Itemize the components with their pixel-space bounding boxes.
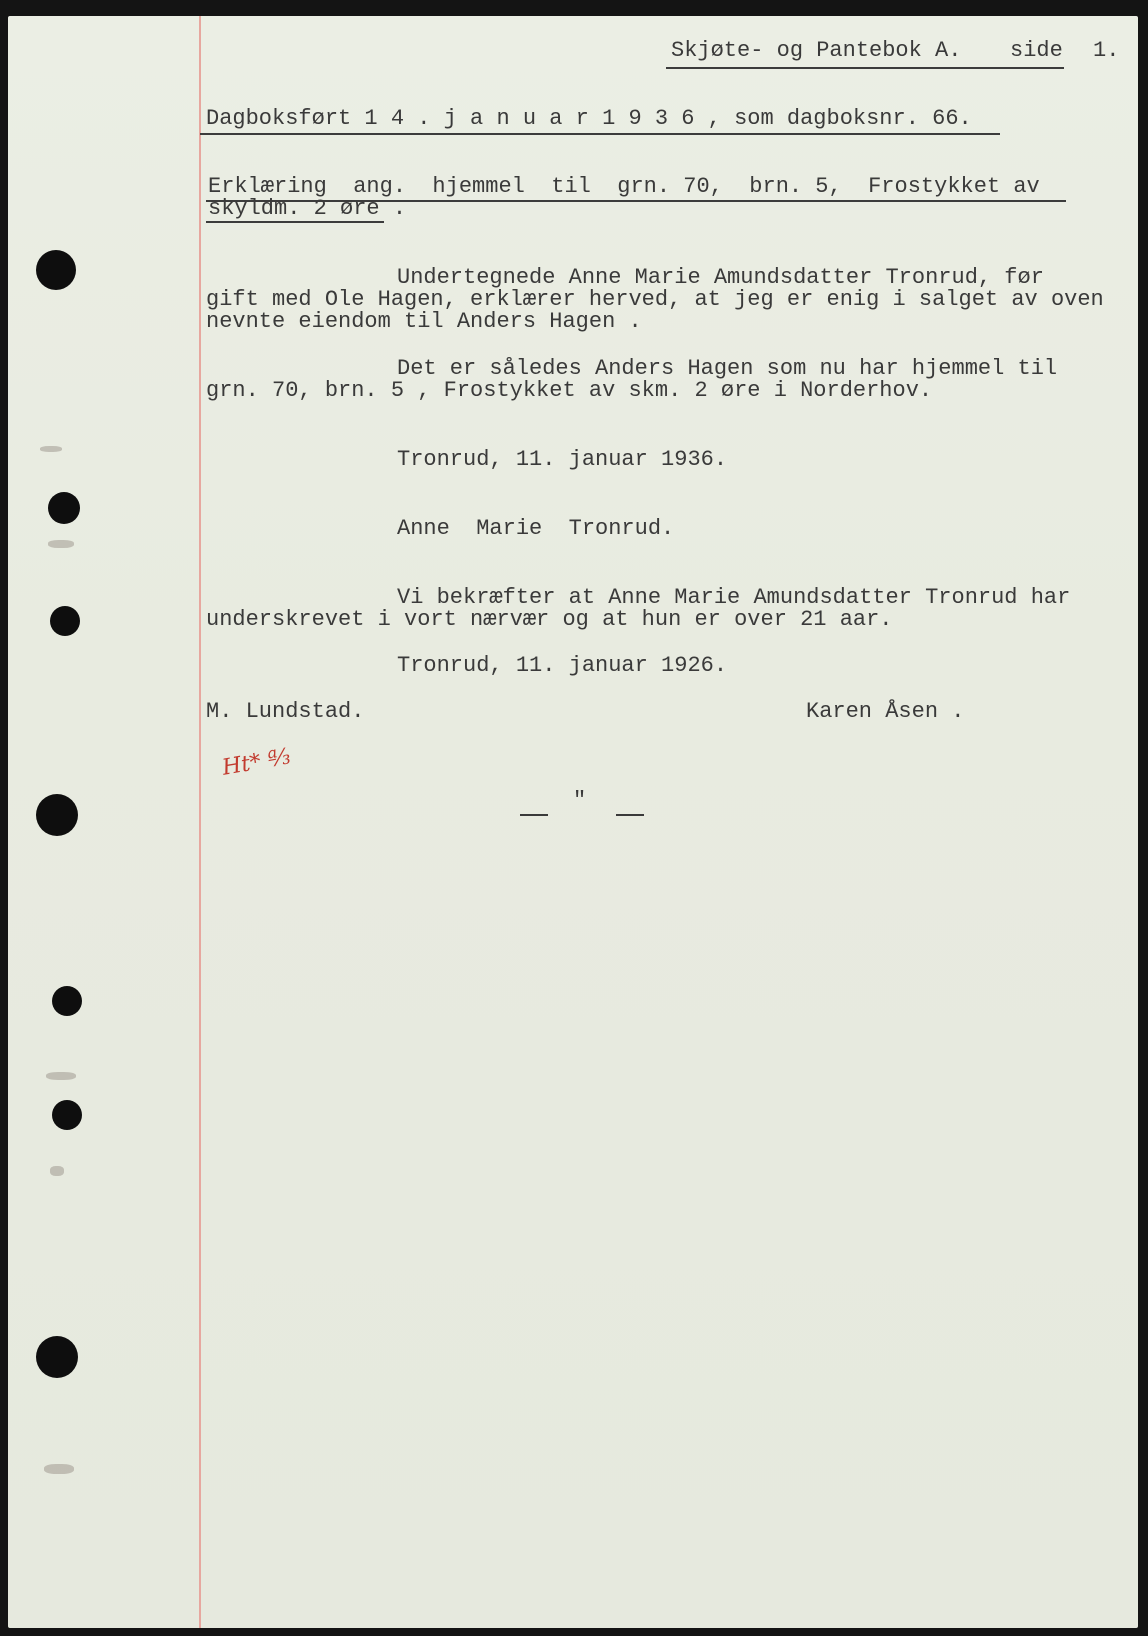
registration-line: Dagboksført 1 4 . j a n u a r 1 9 3 6 , som dagboksnr. 66. — [206, 106, 972, 131]
paragraph-line: nevnte eiendom til Anders Hagen . — [206, 309, 642, 334]
paragraph-line: underskrevet i vort nærvær og at hun er over 21 aar. — [206, 607, 893, 632]
subject-line-1: Erklæring ang. hjemmel til grn. 70, brn. 5, Frostykket av — [208, 174, 1040, 199]
paper-smudge — [40, 446, 62, 452]
binder-hole — [48, 492, 80, 524]
paragraph-line: Undertegnede Anne Marie Amundsdatter Tronrud, før — [397, 265, 1044, 290]
subject-line-2: skyldm. 2 øre . — [208, 196, 407, 221]
witness-signature-right: Karen Åsen . — [806, 699, 965, 724]
paper-smudge — [46, 1072, 76, 1080]
place-date: Tronrud, 11. januar 1926. — [397, 653, 728, 678]
signature-line: Anne Marie Tronrud. — [397, 516, 675, 541]
registration-underline — [200, 133, 1000, 135]
page-number: 1. — [1093, 38, 1120, 63]
margin-rule — [199, 16, 201, 1628]
place-date: Tronrud, 11. januar 1936. — [397, 447, 728, 472]
paragraph-line: gift med Ole Hagen, erklærer herved, at jeg er enig i salget av oven — [206, 287, 1104, 312]
binder-hole — [36, 1336, 78, 1378]
paragraph-line: Det er således Anders Hagen som nu har hjemmel til — [397, 356, 1058, 381]
document-page — [8, 16, 1138, 1628]
header-underline — [666, 67, 1064, 69]
subject-underline-2 — [206, 221, 384, 223]
witness-signature-left: M. Lundstad. — [206, 699, 365, 724]
binder-hole — [36, 250, 76, 290]
ditto-mark: " — [573, 788, 587, 813]
dash-right — [616, 814, 644, 816]
binder-hole — [52, 986, 82, 1016]
page-label: side — [1010, 38, 1063, 63]
paper-smudge — [50, 1166, 64, 1176]
dash-left — [520, 814, 548, 816]
binder-hole — [52, 1100, 82, 1130]
binder-hole — [36, 794, 78, 836]
paper-smudge — [44, 1464, 74, 1474]
paragraph-line: grn. 70, brn. 5 , Frostykket av skm. 2 øre i Norderhov. — [206, 378, 933, 403]
handwritten-annotation: Ht* ª⁄₃ — [220, 744, 293, 781]
paper-smudge — [48, 540, 74, 548]
binder-hole — [50, 606, 80, 636]
book-title: Skjøte- og Pantebok A. — [671, 38, 962, 63]
paragraph-line: Vi bekræfter at Anne Marie Amundsdatter Tronrud har — [397, 585, 1071, 610]
